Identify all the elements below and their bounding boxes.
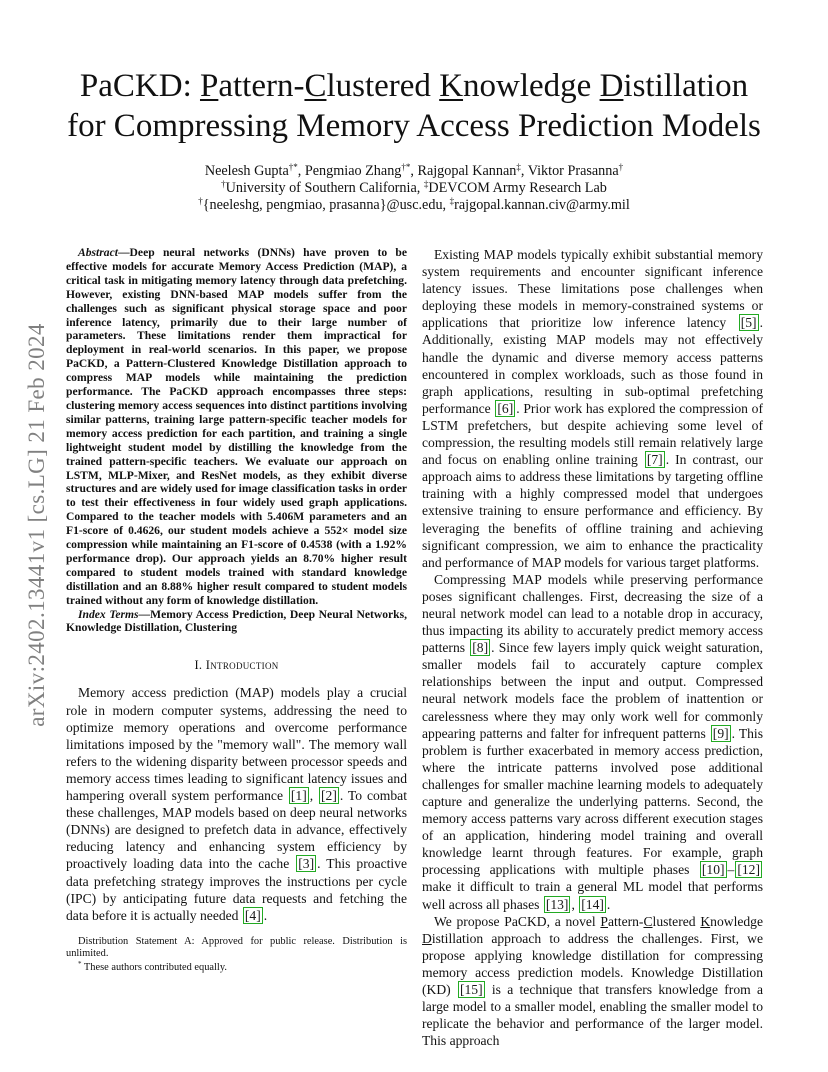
author-mark: ‡	[516, 162, 521, 172]
paragraph-text: –	[727, 862, 735, 878]
email: rajgopal.kannan.civ@army.mil	[454, 197, 630, 213]
paragraph-text: We propose PaCKD, a novel	[434, 913, 601, 929]
citation-link[interactable]: [4]	[244, 907, 261, 923]
author-mark: †	[618, 162, 624, 172]
paper-title	[40, 66, 788, 146]
affiliation-mark: †	[221, 179, 226, 189]
title-text: istillation	[623, 68, 749, 104]
index-terms-label: Index Terms	[78, 607, 139, 621]
paragraph-text: . Additionally, existing MAP models may not effectively handle the dynamic and diverse memory access patterns encountered in complex workloads, such as those found in graph applications, resulting in sub-optimal prefetching performance	[422, 315, 763, 416]
title-line-1	[40, 66, 788, 106]
email-mark: †	[198, 196, 203, 206]
citation-link[interactable]: [14]	[581, 896, 604, 912]
author-block	[80, 163, 748, 214]
paragraph-text: .	[606, 896, 611, 912]
title-text: nowledge	[463, 68, 600, 104]
title-text: lustered	[326, 68, 440, 104]
paragraph-text: nowledge	[710, 913, 764, 929]
abstract	[66, 246, 407, 608]
paragraph-text: . Prior work has explored the compression of LSTM prefetchers, but despite achieving some level of compression, the resulting models still remain relatively large and focus on enabling online training	[422, 400, 764, 468]
citation-link[interactable]: [9]	[712, 725, 729, 741]
title-underlined-letter: K	[439, 68, 464, 104]
citation-link[interactable]: [8]	[472, 640, 489, 656]
footnote-equal-contribution	[66, 959, 407, 974]
citation-link[interactable]: [15]	[459, 982, 483, 998]
abstract-label: Abstract	[78, 246, 118, 259]
paragraph-text: . This problem is further exacerbated in memory access prediction, where the intricate patterns involved pose additional challenges for smaller machine learning models to adequately capture and generalize the underlying patterns. Second, the memory access patterns vary across different execution stages of an application, hindering model training and overall knowledge learnt through features. For example, graph processing applications with multiple phases	[422, 725, 763, 878]
arxiv-identifier: arXiv:2402.13441v1 [cs.LG] 21 Feb 2024	[24, 323, 50, 727]
author-names: Neelesh Gupta†*, Pengmiao Zhang†*, Rajgopal Kannan‡, Viktor Prasanna†	[204, 162, 624, 179]
citation-link[interactable]: [3]	[298, 856, 315, 872]
index-terms	[66, 608, 407, 636]
paragraph-text: . To combat these challenges, MAP models based on deep neural networks (DNNs) are designed to prefetch data in advance, effectively reducing latency and enhancing system efficiency by proactively loading data into the cache	[66, 788, 407, 872]
paragraph-text: make it difficult to train a general ML model that performs well across all phases	[422, 879, 763, 912]
title-underlined-letter: C	[304, 68, 327, 104]
footnote-text: These authors contributed equally.	[83, 961, 227, 973]
author-name: Neelesh Gupta	[204, 163, 289, 179]
right-column	[422, 246, 763, 1049]
paragraph-text: ,	[309, 788, 319, 804]
paragraph-text: is a technique that transfers knowledge from a large model to a smaller model, enabling the smaller model to replicate the behavior and performance of the larger model. This approach	[422, 982, 764, 1049]
intro-paragraph	[66, 684, 407, 923]
paragraph-text: Existing MAP models typically exhibit substantial memory system requirements and encounter significant inference latency issues. These limitations pose challenges when deploying these models in memory-constrained systems or applications that prioritize low inference latency	[422, 247, 763, 331]
citation-link[interactable]: [13]	[545, 896, 569, 912]
paragraph-text: lustered	[652, 913, 701, 929]
affiliation: DEVCOM Army Research Lab	[428, 180, 607, 196]
citation-link[interactable]: [1]	[290, 788, 307, 804]
footnote-distribution: Distribution Statement A: Approved for public release. Distribution is unlimited.	[66, 936, 407, 960]
body-paragraph	[422, 246, 763, 571]
email: {neeleshg, pengmiao, prasanna}@usc.edu,	[202, 197, 450, 213]
author-mark: †*	[288, 162, 298, 172]
footnotes	[66, 936, 407, 975]
left-column	[66, 246, 407, 924]
body-paragraph	[422, 913, 763, 1050]
author-name: Pengmiao Zhang	[304, 163, 402, 179]
paragraph-text: ,	[571, 896, 579, 912]
citation-link[interactable]: [6]	[497, 400, 514, 416]
citation-link[interactable]: [12]	[737, 862, 760, 878]
paragraph-text: Memory access prediction (MAP) models play a crucial role in modern computer systems, addressing the need to optimize memory operations and overcome performance limitations imposed by the "memory wall". The memory wall refers to the widening disparity between processor speeds and memory access times leading to significant latency issues and hampering overall system performance	[66, 685, 407, 804]
author-mark: †*	[401, 162, 411, 172]
paragraph-text: istillation approach to address the challenges. First, we propose applying knowledge distillation for compressing memory access prediction models. Knowledge Distillation (KD)	[422, 930, 763, 998]
citation-link[interactable]: [5]	[740, 315, 757, 331]
section-heading-introduction	[66, 657, 407, 674]
citation-link[interactable]: [10]	[701, 862, 725, 878]
paragraph-text: attern-	[607, 913, 644, 929]
author-name: Rajgopal Kannan	[417, 163, 517, 179]
abstract-text: —Deep neural networks (DNNs) have proven to be effective models for accurate Memory Access Prediction (MAP), a critical task in mitigating memory latency through data prefetching. However, existing DNN-based MAP models suffer from the challenges such as significant physical storage space and poor inference latency, primarily due to their large number of parameters. These limitations render them impractical for deployment in real-world scenarios. In this paper, we propose PaCKD, a Pattern-Clustered Knowledge Distillation approach to compress MAP models while maintaining the prediction performance. The PaCKD approach encompasses three steps: clustering memory access sequences into distinct partitions involving similar patterns, training large pattern-specific teacher models for memory access prediction for each partition, and training a single lightweight student model by distilling the knowledge from the trained pattern-specific teachers. We evaluate our approach on LSTM, MLP-Mixer, and ResNet models, as they exhibit diverse structures and are widely used for image classification tasks in order to test their effectiveness in four widely used graph applications. Compared to the teacher models with 5.406M parameters and an F1-score of 0.4626, our student models achieve a 552× model size compression while maintaining an F1-score of 0.4538 (with a 1.92% performance drop). Our approach yields an 8.70% higher result compared to student models trained with standard knowledge distillation and an 8.88% higher result compared to student models trained without any form of knowledge distillation.	[66, 246, 407, 607]
paragraph-text: . In contrast, our approach aims to address these limitations by targeting offline training with a highly compressed model that undergoes extensive training to ensure performance and efficiency. By leveraging the benefits of offline training and achieving significant compression, we aim to enhance the practicality and performance of MAP models for various target platforms.	[422, 452, 764, 570]
paragraph-text: Compressing MAP models while preserving performance poses significant challenges. First, decreasing the size of a neural network model can lead to a notable drop in accuracy, thus impacting its ability to accurately predict memory access patterns	[422, 571, 763, 656]
underlined-letter: P	[600, 913, 608, 929]
underlined-letter: D	[422, 930, 432, 946]
author-name: Viktor Prasanna	[527, 163, 619, 179]
title-line-2: for Compressing Memory Access Prediction Models	[67, 108, 761, 144]
arxiv-side-stamp	[22, 290, 52, 760]
paragraph-text: . Since few layers imply quick weight saturation, smaller models fail to accurately capture complex relationships between the input and output. Compressed neural network models face the problem of inattention or carelessness where they may only work well for commonly appearing patterns and falter for infrequent patterns	[422, 640, 763, 741]
footnote-mark: *	[78, 959, 82, 968]
affiliation: University of Southern California,	[225, 180, 424, 196]
title-underlined-letter: D	[599, 68, 624, 104]
email-mark: ‡	[449, 196, 455, 206]
body-paragraph	[422, 571, 763, 913]
index-terms-text: —Memory Access Prediction, Deep Neural Networks, Knowledge Distillation, Clustering	[66, 607, 407, 635]
title-underlined-letter: P	[199, 68, 219, 104]
citation-link[interactable]: [2]	[321, 788, 337, 804]
section-number: I.	[194, 658, 206, 673]
emails	[80, 197, 748, 214]
underlined-letter: C	[643, 913, 653, 929]
affiliation-mark: ‡	[423, 179, 429, 189]
underlined-letter: K	[700, 913, 711, 929]
affiliations	[80, 180, 748, 197]
paragraph-text: . This proactive data prefetching strategy improves the instructions per cycle (IPC) by anticipating future data requests and fetching the data before it is actually needed	[66, 856, 407, 923]
title-text: PaCKD:	[79, 68, 200, 104]
section-title: Introduction	[205, 658, 279, 673]
paragraph-text: .	[263, 907, 268, 923]
citation-link[interactable]: [7]	[646, 452, 663, 468]
title-text: attern-	[218, 68, 305, 104]
